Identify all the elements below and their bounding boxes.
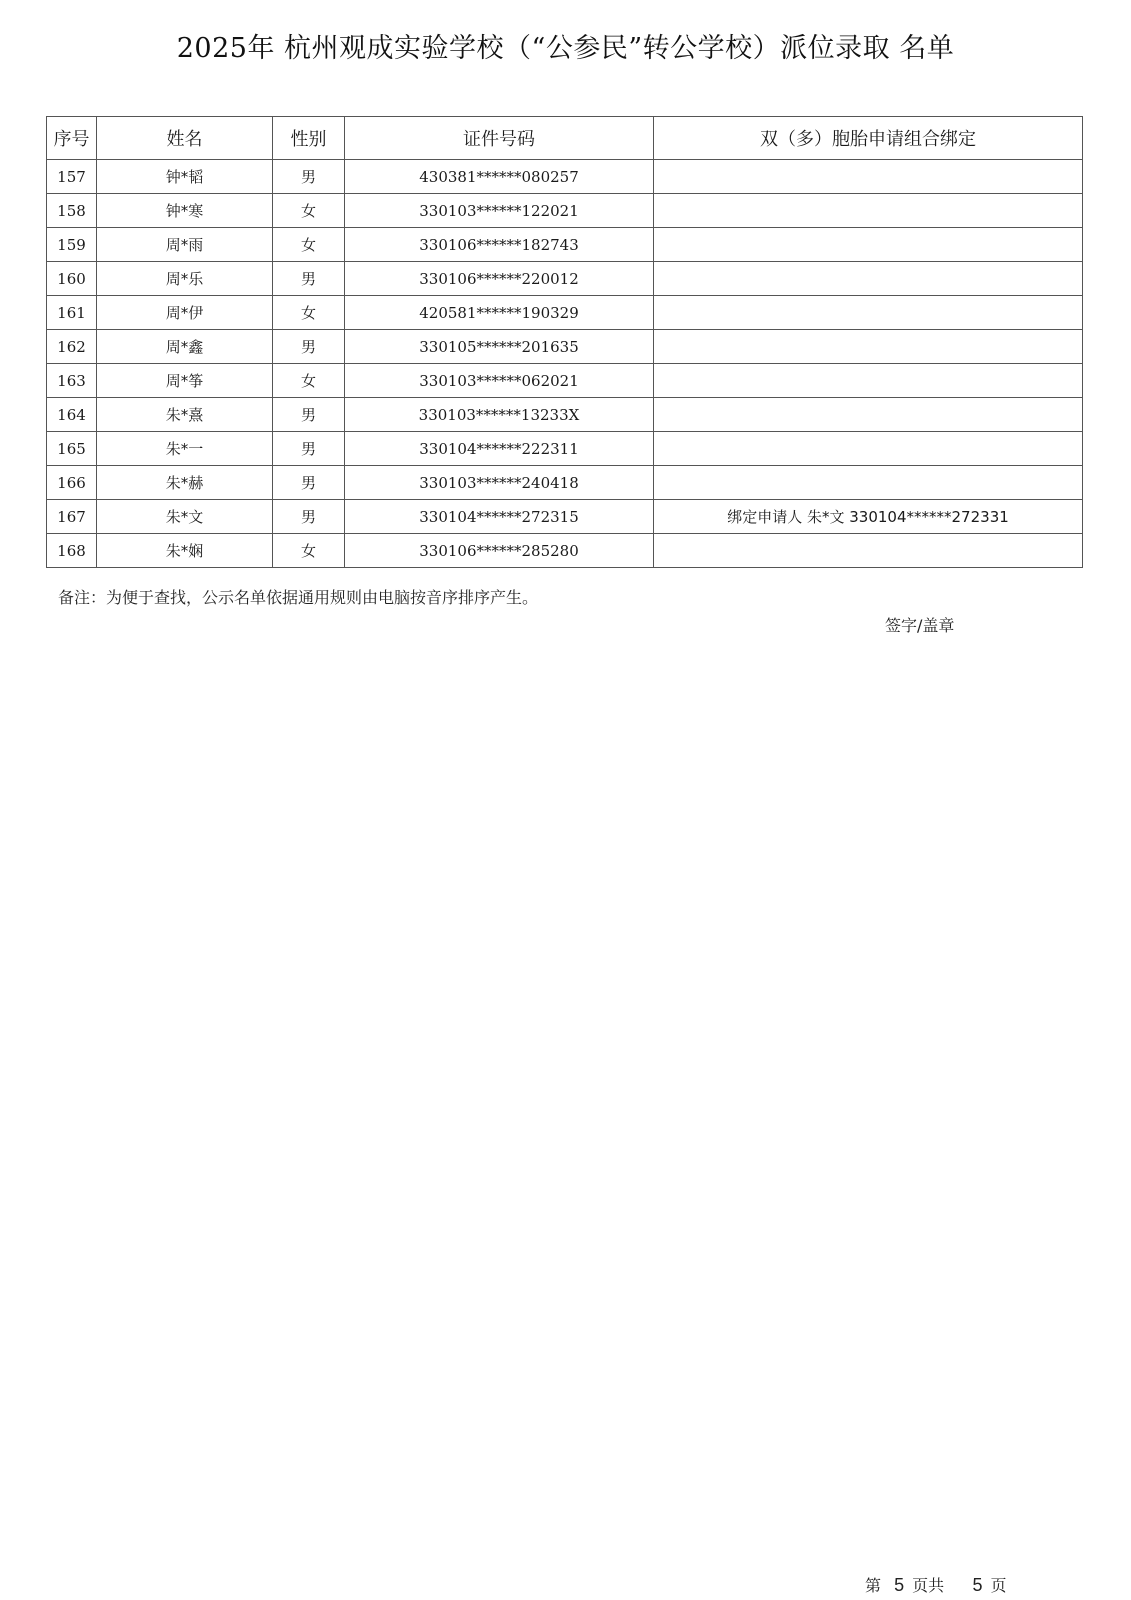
cell-name: 周*伊 — [97, 296, 273, 330]
cell-serial-no: 159 — [47, 228, 97, 262]
cell-twin-binding — [654, 432, 1083, 466]
cell-twin-binding — [654, 466, 1083, 500]
table-row — [47, 296, 1083, 330]
cell-name: 周*雨 — [97, 228, 273, 262]
cell-name: 朱*赫 — [97, 466, 273, 500]
table-row — [47, 364, 1083, 398]
cell-name: 朱*一 — [97, 432, 273, 466]
footer-suffix: 页 — [990, 1576, 1007, 1595]
table-row — [47, 398, 1083, 432]
page-footer — [865, 1573, 1007, 1596]
table-row — [47, 194, 1083, 228]
cell-name: 朱*文 — [97, 500, 273, 534]
cell-id-number: 330103******062021 — [345, 364, 654, 398]
cell-gender: 男 — [273, 500, 345, 534]
page-title: 2025年 杭州观成实验学校（“公参民”转公学校）派位录取 名单 — [176, 33, 955, 64]
cell-id-number: 330103******13233X — [345, 398, 654, 432]
current-page-number: 5 — [894, 1575, 905, 1595]
cell-twin-binding — [654, 194, 1083, 228]
header-id-number: 证件号码 — [345, 117, 654, 160]
cell-gender: 女 — [273, 534, 345, 568]
cell-serial-no: 160 — [47, 262, 97, 296]
cell-serial-no: 167 — [47, 500, 97, 534]
header-name: 姓名 — [97, 117, 273, 160]
cell-twin-binding: 绑定申请人 朱*文 330104******272331 — [654, 500, 1083, 534]
cell-id-number: 330103******240418 — [345, 466, 654, 500]
cell-serial-no: 168 — [47, 534, 97, 568]
remark-note: 备注：为便于查找，公示名单依据通用规则由电脑按音序排序产生。 — [58, 588, 539, 607]
table-header-row — [47, 117, 1083, 160]
table-body — [47, 160, 1083, 568]
cell-gender: 男 — [273, 398, 345, 432]
cell-serial-no: 161 — [47, 296, 97, 330]
cell-gender: 男 — [273, 262, 345, 296]
cell-name: 钟*韬 — [97, 160, 273, 194]
cell-twin-binding — [654, 228, 1083, 262]
cell-twin-binding — [654, 364, 1083, 398]
header-twin-binding: 双（多）胞胎申请组合绑定 — [654, 117, 1083, 160]
cell-id-number: 330105******201635 — [345, 330, 654, 364]
cell-serial-no: 163 — [47, 364, 97, 398]
cell-gender: 男 — [273, 466, 345, 500]
footer-middle: 页共 — [912, 1576, 945, 1595]
cell-id-number: 330104******272315 — [345, 500, 654, 534]
cell-name: 钟*寒 — [97, 194, 273, 228]
cell-gender: 男 — [273, 432, 345, 466]
cell-id-number: 330106******285280 — [345, 534, 654, 568]
cell-serial-no: 166 — [47, 466, 97, 500]
cell-name: 朱*熹 — [97, 398, 273, 432]
cell-serial-no: 158 — [47, 194, 97, 228]
admission-list-table — [46, 116, 1083, 568]
header-serial-no: 序号 — [47, 117, 97, 160]
cell-name: 周*乐 — [97, 262, 273, 296]
total-page-number: 5 — [972, 1575, 983, 1595]
table-row — [47, 160, 1083, 194]
cell-name: 朱*娴 — [97, 534, 273, 568]
signature-stamp-label: 签字/盖章 — [885, 616, 955, 635]
cell-name: 周*筝 — [97, 364, 273, 398]
cell-id-number: 420581******190329 — [345, 296, 654, 330]
cell-serial-no: 165 — [47, 432, 97, 466]
cell-twin-binding — [654, 398, 1083, 432]
cell-gender: 女 — [273, 296, 345, 330]
cell-twin-binding — [654, 534, 1083, 568]
table-row — [47, 432, 1083, 466]
table-row — [47, 262, 1083, 296]
cell-id-number: 330106******220012 — [345, 262, 654, 296]
cell-id-number: 330106******182743 — [345, 228, 654, 262]
cell-id-number: 330103******122021 — [345, 194, 654, 228]
table-row — [47, 330, 1083, 364]
table-row — [47, 466, 1083, 500]
cell-serial-no: 164 — [47, 398, 97, 432]
cell-twin-binding — [654, 160, 1083, 194]
cell-twin-binding — [654, 330, 1083, 364]
cell-serial-no: 162 — [47, 330, 97, 364]
cell-gender: 女 — [273, 364, 345, 398]
cell-gender: 男 — [273, 160, 345, 194]
cell-gender: 女 — [273, 228, 345, 262]
cell-gender: 女 — [273, 194, 345, 228]
table-row — [47, 534, 1083, 568]
footer-prefix: 第 — [865, 1576, 882, 1595]
table-row — [47, 500, 1083, 534]
cell-twin-binding — [654, 262, 1083, 296]
cell-serial-no: 157 — [47, 160, 97, 194]
cell-id-number: 430381******080257 — [345, 160, 654, 194]
cell-gender: 男 — [273, 330, 345, 364]
table-row — [47, 228, 1083, 262]
cell-twin-binding — [654, 296, 1083, 330]
cell-name: 周*鑫 — [97, 330, 273, 364]
header-gender: 性别 — [273, 117, 345, 160]
cell-id-number: 330104******222311 — [345, 432, 654, 466]
